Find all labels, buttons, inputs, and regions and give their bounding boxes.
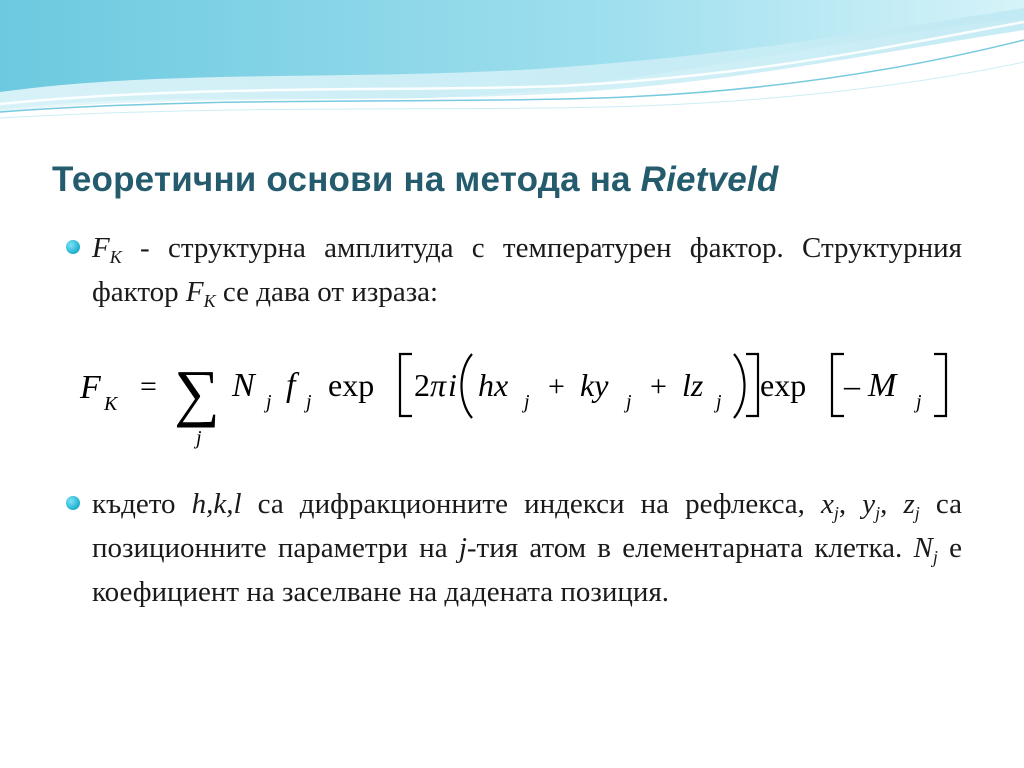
- slide-title: [52, 160, 778, 200]
- formula-M: M: [868, 367, 897, 404]
- formula-F: F: [80, 369, 101, 406]
- sep-1: ,: [838, 488, 863, 520]
- formula-i: i: [448, 367, 457, 403]
- bullet-1-text-b: се дава от израза:: [215, 276, 439, 308]
- fk-subscript-2: K: [203, 291, 216, 311]
- x-subscript: j: [833, 503, 839, 523]
- bullet-2-text-e: е коефициент на заселване на дадената позиция.: [92, 532, 963, 608]
- fk-symbol: F: [92, 232, 110, 264]
- sep-2: ,: [880, 488, 904, 520]
- formula-exp-1: exp: [328, 367, 375, 403]
- formula-plus-1: +: [548, 370, 565, 403]
- formula-ky: ky: [580, 367, 609, 403]
- structure-factor-formula: [60, 340, 960, 460]
- formula-M-index: j: [916, 391, 922, 413]
- formula-bracket-left: [400, 354, 412, 416]
- formula-lz: lz: [682, 367, 704, 403]
- formula-paren-right: [734, 354, 745, 418]
- formula-minus: –: [844, 367, 860, 403]
- formula-sum: ∑: [174, 357, 220, 428]
- formula-bracket-right: [746, 354, 758, 416]
- formula-plus-2: +: [650, 370, 667, 403]
- formula-x-index: j: [524, 391, 530, 413]
- formula-hx: hx: [478, 367, 509, 403]
- formula-K: K: [104, 393, 118, 415]
- nj-symbol: N: [913, 532, 933, 564]
- bullet-text-1: [92, 226, 962, 314]
- formula-bracket2-right: [934, 354, 946, 416]
- bullet-2-text-a: където: [92, 488, 192, 520]
- formula-exp-2: exp: [760, 367, 807, 403]
- fk-subscript: K: [109, 247, 122, 267]
- y-symbol: y: [862, 488, 876, 520]
- bullet-icon: [66, 240, 80, 254]
- fk-symbol-2: F: [185, 276, 204, 308]
- slide-title-main: Теоретични основи на метода на: [52, 160, 641, 199]
- x-symbol: x: [821, 488, 834, 520]
- bullet-2-text-b: са дифракционните индекси на рефлекса,: [241, 488, 822, 520]
- formula-N: N: [232, 367, 255, 404]
- j-symbol: j: [458, 532, 467, 564]
- formula-paren-left: [462, 354, 473, 418]
- nj-subscript: j: [932, 547, 938, 567]
- formula-z-index: j: [716, 391, 722, 413]
- formula-equals: =: [140, 370, 157, 403]
- bullet-2-text-d: -тия атом в елементарната клетка.: [466, 532, 914, 564]
- formula-pi: π: [430, 367, 447, 403]
- header-wave-decoration: [0, 0, 1024, 130]
- formula-y-index: j: [626, 391, 632, 413]
- formula-f: f: [286, 367, 296, 404]
- z-symbol: z: [903, 488, 915, 520]
- formula-f-index: j: [306, 391, 312, 413]
- bullet-2-text-c: са позиционните параметри на: [92, 488, 962, 564]
- hkl-symbol: h,k,l: [191, 488, 242, 520]
- z-subscript: j: [914, 503, 920, 523]
- formula-N-index: j: [266, 391, 272, 413]
- bullet-icon: [66, 496, 80, 510]
- formula-two: 2: [414, 367, 430, 403]
- y-subscript: j: [875, 503, 881, 523]
- bullet-text-2: [92, 482, 962, 614]
- slide-title-emphasis: Rietveld: [640, 160, 779, 199]
- formula-sum-index: j: [196, 427, 202, 449]
- bullet-1-text-a: - структурна амплитуда с температурен фактор. Структурния фактор: [92, 232, 962, 308]
- formula-bracket2-left: [832, 354, 844, 416]
